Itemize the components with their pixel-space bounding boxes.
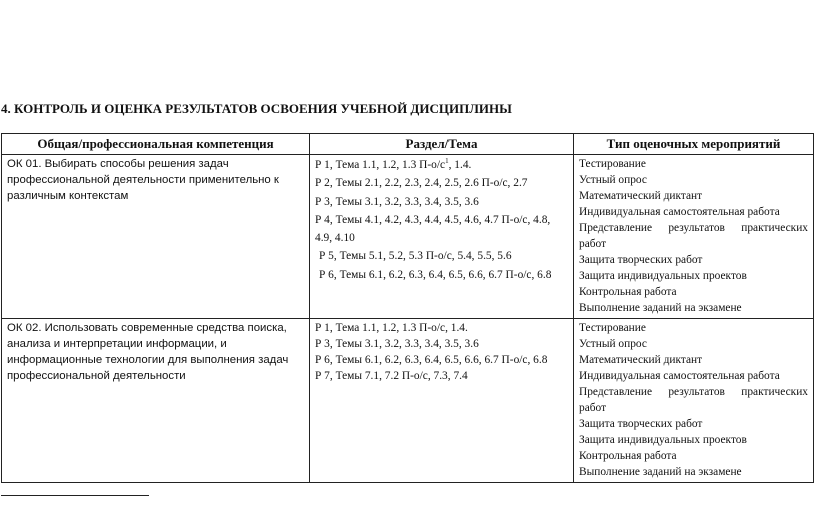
assessment-item: Контрольная работа: [579, 450, 677, 462]
section-line: Р 6, Темы 6.1, 6.2, 6.3, 6.4, 6.5, 6.6, 6.7 П-о/с, 6.8: [319, 268, 552, 281]
section-line: Р 7, Темы 7.1, 7.2 П-о/с, 7.3, 7.4: [315, 370, 468, 382]
table-row: [2, 319, 814, 483]
section-line: Р 4, Темы 4.1, 4.2, 4.3, 4.4, 4.5, 4.6, 4.7 П-о/с, 4.8, 4.9, 4.10: [315, 213, 551, 245]
section-line: Р 6, Темы 6.1, 6.2, 6.3, 6.4, 6.5, 6.6, 6.7 П-о/с, 6.8: [315, 354, 548, 366]
assessment-item: Выполнение заданий на экзамене: [579, 302, 742, 314]
section-line: Р 1, Тема 1.1, 1.2, 1.3 П-о/с, 1.4.: [315, 322, 468, 334]
footnote-separator: [1, 495, 149, 496]
assessment-item: Выполнение заданий на экзамене: [579, 466, 742, 478]
assessment-item: Представление результатов практических работ: [579, 222, 808, 250]
assessment-item: Защита индивидуальных проектов: [579, 270, 747, 282]
assessment-item: Индивидуальная самостоятельная работа: [579, 370, 780, 382]
assessment-table: [1, 133, 814, 483]
header-competence: Общая/профессиональная компетенция: [2, 134, 310, 155]
table-header-row: [2, 134, 814, 155]
sections-cell: [310, 155, 574, 319]
section-line: Р 3, Темы 3.1, 3.2, 3.3, 3.4, 3.5, 3.6: [315, 338, 479, 350]
assessment-item: Математический диктант: [579, 190, 703, 202]
assessments-cell: [574, 319, 814, 483]
header-section: Раздел/Тема: [310, 134, 574, 155]
table-row: [2, 155, 814, 319]
assessment-item: Контрольная работа: [579, 286, 677, 298]
sections-cell: [310, 319, 574, 483]
assessment-item: Защита творческих работ: [579, 418, 703, 430]
footnote-mark: 1: [445, 157, 449, 166]
assessment-item: Математический диктант: [579, 354, 703, 366]
competence-cell: ОК 02. Использовать современные средства поиска, анализа и интерпретации информации, и информационные технологии для выполнения задач профессиональной деятельности: [2, 319, 310, 483]
section-line: Р 2, Темы 2.1, 2.2, 2.3, 2.4, 2.5, 2.6 П-о/с, 2.7: [315, 177, 528, 190]
assessment-item: Устный опрос: [579, 338, 647, 350]
section-heading: 4. КОНТРОЛЬ И ОЦЕНКА РЕЗУЛЬТАТОВ ОСВОЕНИЯ УЧЕБНОЙ ДИСЦИПЛИНЫ: [1, 101, 512, 116]
header-assessment-type: Тип оценочных мероприятий: [574, 134, 814, 155]
assessments-cell: [574, 155, 814, 319]
assessment-item: Индивидуальная самостоятельная работа: [579, 206, 780, 218]
assessment-item: Устный опрос: [579, 174, 647, 186]
section-line: Р 1, Тема 1.1, 1.2, 1.3 $П-о/с^1$, 1.4.: [315, 157, 472, 171]
assessment-item: Тестирование: [579, 322, 646, 334]
assessment-item: Защита индивидуальных проектов: [579, 434, 747, 446]
competence-cell: ОК 01. Выбирать способы решения задач профессиональной деятельности применительно к различным контекстам: [2, 155, 310, 319]
assessment-item: Защита творческих работ: [579, 254, 703, 266]
assessment-item: Представление результатов практических работ: [579, 386, 808, 414]
assessment-item: Тестирование: [579, 158, 646, 170]
section-line: Р 5, Темы 5.1, 5.2, 5.3 П-о/с, 5.4, 5.5, 5.6: [319, 250, 512, 263]
section-line: Р 3, Темы 3.1, 3.2, 3.3, 3.4, 3.5, 3.6: [315, 195, 479, 208]
